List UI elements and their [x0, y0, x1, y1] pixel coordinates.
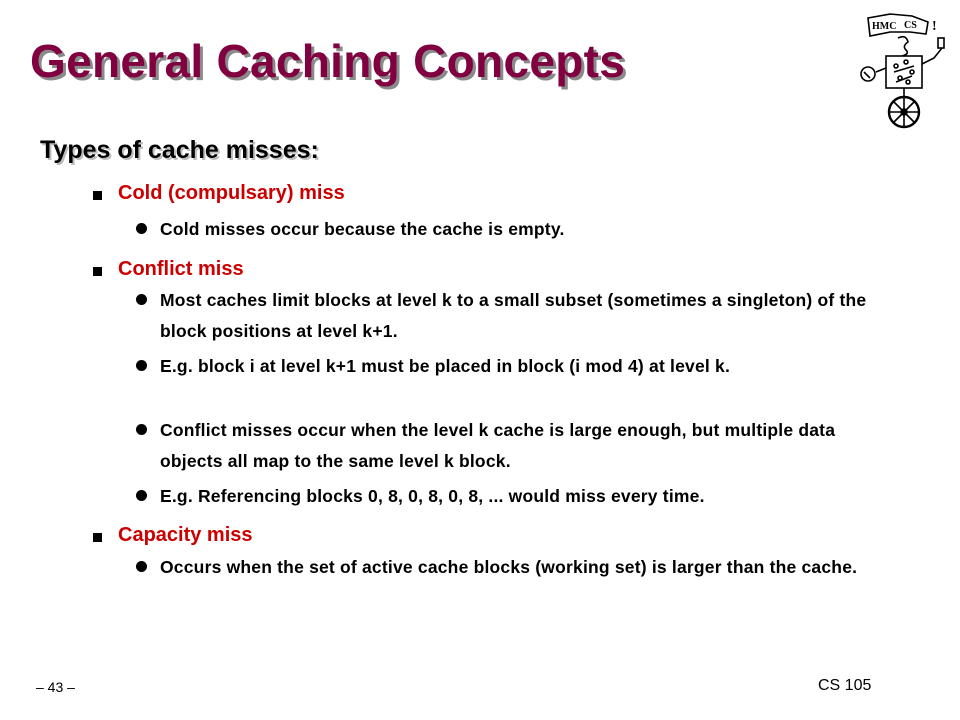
svg-text:CS: CS: [904, 20, 917, 31]
hmc-cs-robot-logo-icon: [850, 12, 950, 132]
round-bullet-icon: [136, 424, 147, 435]
subtitle: Types of cache misses:: [40, 136, 319, 164]
slide: General Caching Concepts HMC CS ! Types of cache misses: Cold (compulsary) miss Cold misses occur because the cache is empty. Conflict miss Most caches limit blocks at level k to a small subset (sometimes a singleton) of the block positions at level k+1. E.g. block i at level k+1 must be placed in block (i mod 4) at level k. Conflict misses occur when the level k cache is large enough, but multiple data objects all map to the same level k block. E.g. Referencing blocks 0, 8, 0, 8, 0, 8, ... would miss every time. Capacity miss Occurs when the set of active cache blocks (working set) is larger than the cache. – 43 – CS 105: [0, 0, 960, 720]
round-bullet-icon: [136, 223, 147, 234]
svg-text:!: !: [932, 19, 937, 34]
round-bullet-icon: [136, 490, 147, 501]
round-bullet-icon: [136, 561, 147, 572]
round-bullet-icon: [136, 360, 147, 371]
round-bullet-icon: [136, 294, 147, 305]
square-bullet-icon: [93, 533, 102, 542]
svg-text:HMC: HMC: [872, 21, 897, 32]
slide-title: General Caching Concepts: [30, 35, 626, 87]
course-label: CS 105: [818, 677, 872, 694]
square-bullet-icon: [93, 267, 102, 276]
page-number: – 43 –: [36, 679, 75, 695]
square-bullet-icon: [93, 191, 102, 200]
